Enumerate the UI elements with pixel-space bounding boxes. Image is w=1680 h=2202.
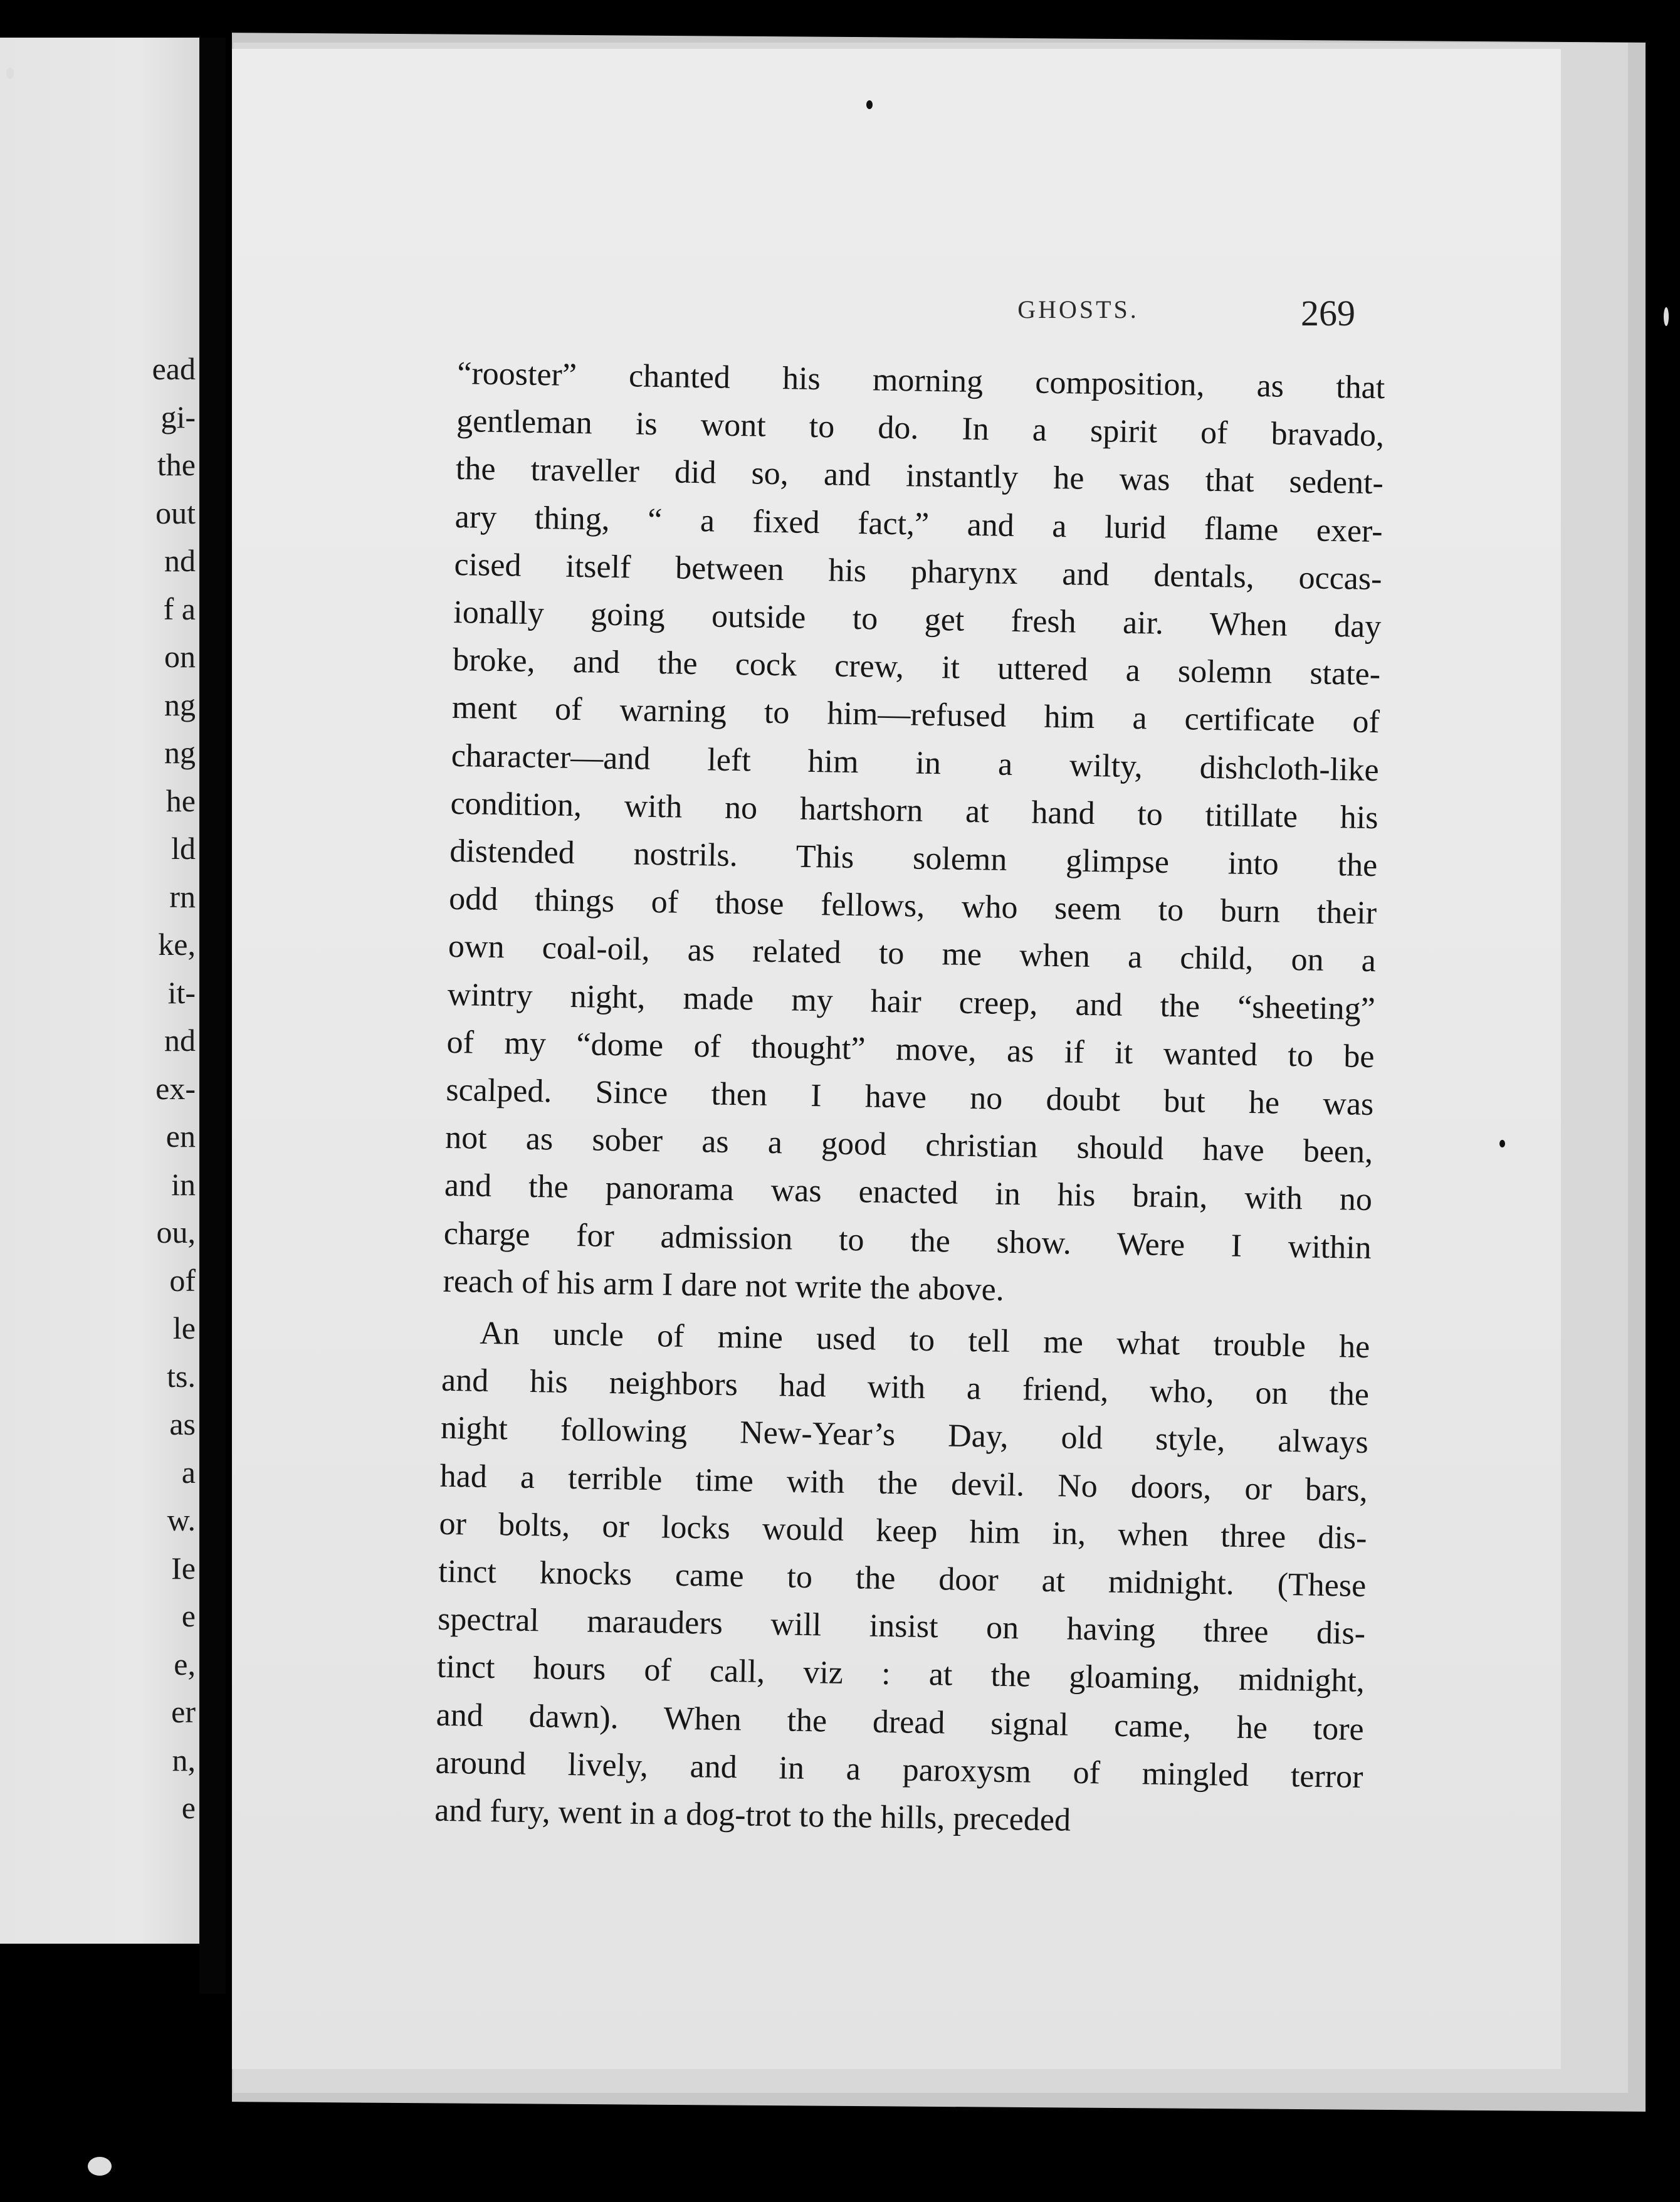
text-line: odd things of those fellows, who seem to burn their xyxy=(448,881,1377,932)
text-line: tinct hours of call, viz : at the gloaming, midnight, xyxy=(436,1649,1365,1700)
previous-page-line-fragment: nd xyxy=(164,543,196,578)
text-line: ment of warning to him—refused him a certificate of xyxy=(451,690,1380,740)
previous-page-line-fragment: rn xyxy=(169,878,196,914)
book-page xyxy=(232,49,1561,2069)
text-line: night following New-Year’s Day, old style, always xyxy=(440,1410,1369,1461)
text-line: charge for admission to the show. Were I within xyxy=(443,1215,1372,1266)
previous-page-line-fragment: on xyxy=(164,639,196,674)
text-line: spectral marauders will insist on having three dis- xyxy=(437,1601,1366,1652)
text-line: “rooster” chanted his morning composition, as that xyxy=(456,355,1385,406)
text-line: scalped. Since then I have no doubt but he was xyxy=(446,1072,1374,1123)
film-speck xyxy=(88,2157,112,2176)
text-line: around lively, and in a paroxysm of mingled terror xyxy=(435,1744,1363,1795)
previous-page-line-fragment: n, xyxy=(172,1742,196,1778)
previous-page-line-fragment: f a xyxy=(163,591,196,626)
previous-page-line-fragment: e xyxy=(181,1790,196,1825)
running-head: GHOSTS. xyxy=(1017,295,1139,324)
text-line: distended nostrils. This solemn glimpse into the xyxy=(449,833,1378,884)
previous-page-line-fragment: the xyxy=(157,447,196,482)
text-line: reach of his arm I dare not write the above. xyxy=(443,1263,1005,1308)
previous-page-line-fragment: ex- xyxy=(155,1070,196,1106)
previous-page-line-fragment: it- xyxy=(167,974,196,1010)
text-line: An uncle of mine used to tell me what trouble he xyxy=(479,1315,1370,1366)
previous-page-line-fragment: in xyxy=(171,1166,196,1202)
previous-page-line-fragment: le xyxy=(172,1310,196,1346)
text-line: had a terrible time with the devil. No doors, or bars, xyxy=(439,1458,1368,1509)
previous-page-line-fragment: e, xyxy=(174,1646,196,1682)
film-speck xyxy=(1664,307,1669,326)
page-number: 269 xyxy=(1301,293,1355,334)
text-line: the traveller did so, and instantly he was that sedent- xyxy=(455,451,1384,502)
previous-page-line-fragment: ng xyxy=(164,687,196,722)
previous-page-line-fragment: he xyxy=(165,782,196,818)
previous-page-line-fragment: gi- xyxy=(160,399,196,435)
text-line: not as sober as a good christian should have been, xyxy=(444,1120,1373,1171)
previous-page-line-fragment: er xyxy=(171,1694,196,1729)
previous-page-line-fragment: ke, xyxy=(158,927,196,962)
previous-page-line-fragment: nd xyxy=(164,1023,196,1058)
previous-page-line-fragment: as xyxy=(169,1406,196,1441)
text-line: condition, with no hartshorn at hand to titillate his xyxy=(450,785,1378,836)
previous-page-line-fragment: en xyxy=(165,1119,196,1154)
text-line: ionally going outside to get fresh air. When day xyxy=(453,594,1382,645)
previous-page-line-fragment: out xyxy=(155,495,196,530)
text-line: cised itself between his pharynx and dentals, occas- xyxy=(454,546,1382,598)
paragraph-2 xyxy=(434,1309,1370,1849)
previous-page-line-fragment: ld xyxy=(171,831,196,866)
previous-page-line-fragment: w. xyxy=(167,1502,196,1537)
previous-page-line-ends xyxy=(152,345,196,1832)
previous-page-line-fragment: a xyxy=(181,1454,196,1490)
ink-speck xyxy=(1499,1140,1505,1147)
text-line: ary thing, “ a fixed fact,” and a lurid flame exer- xyxy=(454,498,1383,549)
text-line: and fury, went in a dog-trot to the hills, preceded xyxy=(434,1792,1071,1838)
previous-page-line-fragment: Ie xyxy=(171,1550,196,1586)
text-line: wintry night, made my hair creep, and the “sheeting” xyxy=(447,976,1376,1027)
text-line: broke, and the cock crew, it uttered a solemn state- xyxy=(452,642,1381,693)
book-gutter xyxy=(199,38,226,1994)
text-line: and the panorama was enacted in his brain, with no xyxy=(444,1167,1373,1218)
paragraph-1 xyxy=(443,350,1385,1320)
previous-page-line-fragment: ou, xyxy=(156,1214,196,1250)
ink-speck xyxy=(866,100,873,109)
film-speck xyxy=(6,68,14,79)
text-line: and dawn). When the dread signal came, he tore xyxy=(436,1697,1365,1747)
text-line: or bolts, or locks would keep him in, when three dis- xyxy=(439,1505,1367,1556)
text-line: character—and left him in a wilty, dishcloth-like xyxy=(451,737,1380,788)
previous-page-line-fragment: ead xyxy=(152,351,196,386)
page-body-text xyxy=(434,350,1385,1849)
previous-page-line-fragment: of xyxy=(169,1262,196,1298)
text-line: of my “dome of thought” move, as if it wanted to be xyxy=(446,1024,1375,1075)
text-line: gentleman is wont to do. In a spirit of bravado, xyxy=(456,403,1385,454)
text-line: own coal-oil, as related to me when a child, on a xyxy=(448,929,1377,979)
previous-page-line-fragment: ts. xyxy=(167,1358,196,1394)
previous-page-line-fragment: ng xyxy=(164,735,196,770)
text-line: and his neighbors had with a friend, who, on the xyxy=(441,1362,1370,1413)
text-line: tinct knocks came to the door at midnight. (These xyxy=(438,1553,1367,1604)
previous-page-line-fragment: e xyxy=(181,1598,196,1633)
previous-page-fragment xyxy=(0,38,199,1944)
